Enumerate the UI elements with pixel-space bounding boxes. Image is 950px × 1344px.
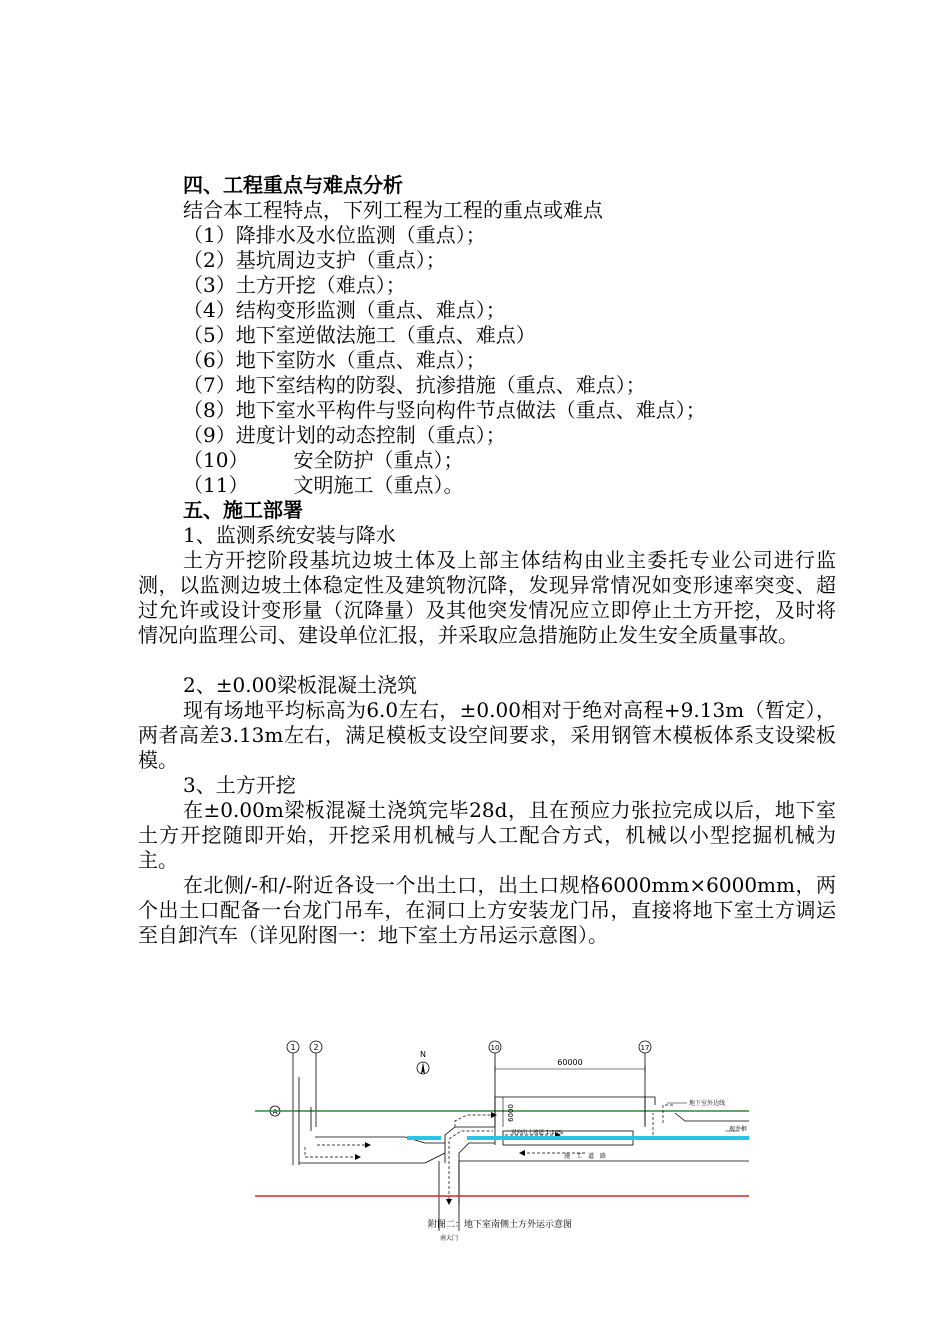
axis-2 xyxy=(310,1041,322,1127)
svg-text:10: 10 xyxy=(490,1044,500,1052)
svg-text:A: A xyxy=(272,1108,278,1116)
paragraph: 土方开挖阶段基坑边坡土体及上部主体结构由业主委托专业公司进行监测，以监测边坡土体稳定性及建筑物沉降，发现异常情况如变形速率突变、超过允许或设计变形量（沉降量）及其他突发情况应立即停止土方开挖，及时将情况向监理公司、建设单位汇报，并采取应急措施防止发生安全质量事故。 xyxy=(138,548,836,647)
list-item-number: （11） xyxy=(183,473,249,497)
dimension-vertical xyxy=(503,1097,515,1127)
axis-1 xyxy=(287,1041,299,1165)
svg-text:南大门: 南大门 xyxy=(439,1235,459,1242)
list-item xyxy=(183,473,463,498)
figure-caption: 附图二：地下室南侧土方外运示意图 xyxy=(428,1220,573,1230)
svg-text:地下室外边线: 地下室外边线 xyxy=(689,1100,726,1107)
svg-text:施 工 道 路: 施 工 道 路 xyxy=(563,1153,607,1160)
svg-text:1: 1 xyxy=(290,1043,296,1052)
site-plan-drawing xyxy=(255,1035,755,1245)
arrowheads xyxy=(355,1112,564,1205)
list-item: （9）进度计划的动态控制（重点）； xyxy=(183,423,506,447)
list-item: （8）地下室水平构件与竖向构件节点做法（重点、难点）； xyxy=(183,398,706,422)
subsection-1-title: 1、监测系统安装与降水 xyxy=(183,523,396,547)
subsection-3-title: 3、土方开挖 xyxy=(183,773,296,797)
svg-text:60000: 60000 xyxy=(557,1058,583,1067)
list-item-text: 文明施工（重点）。 xyxy=(293,473,464,497)
list-item: （6）地下室防水（重点、难点）； xyxy=(183,348,486,372)
list-item-text: 安全防护（重点）； xyxy=(293,448,464,472)
svg-text:观井框: 观井框 xyxy=(728,1126,747,1133)
list-item: （3）土方开挖（难点）； xyxy=(183,273,406,297)
list-item: （7）地下室结构的防裂、抗渗措施（重点、难点）； xyxy=(183,373,646,397)
svg-text:2: 2 xyxy=(313,1043,319,1052)
list-item: （5）地下室逆做法施工（重点、难点） xyxy=(183,323,536,347)
list-item: （2）基坑周边支护（重点）； xyxy=(183,248,446,272)
section-4-intro: 结合本工程特点，下列工程为工程的重点或难点 xyxy=(183,198,603,222)
site-plan-figure xyxy=(255,1035,755,1245)
paragraph: 在北侧/-和/-附近各设一个出土口，出土口规格6000mm×6000mm，两个出土口配备一台龙门吊车，在洞口上方安装龙门吊，直接将地下室土方调运至自卸汽车（详见附图一：地下室土方吊运示意图）。 xyxy=(138,873,836,947)
list-item: （4）结构变形监测（重点、难点）； xyxy=(183,298,506,322)
dimension-horizontal xyxy=(495,1058,645,1073)
subsection-2-title: 2、±0.00梁板混凝土浇筑 xyxy=(183,673,418,697)
section-4-title: 四、工程重点与难点分析 xyxy=(183,173,403,197)
section-5-title: 五、施工部署 xyxy=(183,498,303,522)
paragraph: 现有场地平均标高为6.0左右，±0.00相对于绝对高程+9.13m（暂定），两者高差3.13m左右，满足模板支设空间要求，采用钢管木模板体系支设梁板模。 xyxy=(138,698,836,772)
traffic-arrows xyxy=(305,1105,673,1199)
svg-text:17: 17 xyxy=(640,1044,650,1052)
north-arrow-icon xyxy=(417,1050,429,1074)
list-item: （1）降排水及水位监测（重点）； xyxy=(183,223,486,247)
paragraph: 在±0.00m梁板混凝土浇筑完毕28d，且在预应力张拉完成以后，地下室土方开挖随即开始，开挖采用机械与人工配合方式，机械以小型挖掘机械为主。 xyxy=(138,798,836,872)
list-item-number: （10） xyxy=(183,448,249,472)
list-item xyxy=(183,448,463,473)
svg-text:双向出土坡道 1:10%: 双向出土坡道 1:10% xyxy=(511,1130,564,1136)
svg-text:6000: 6000 xyxy=(507,1104,515,1122)
axis-10 xyxy=(489,1041,501,1145)
svg-text:N: N xyxy=(420,1050,426,1059)
